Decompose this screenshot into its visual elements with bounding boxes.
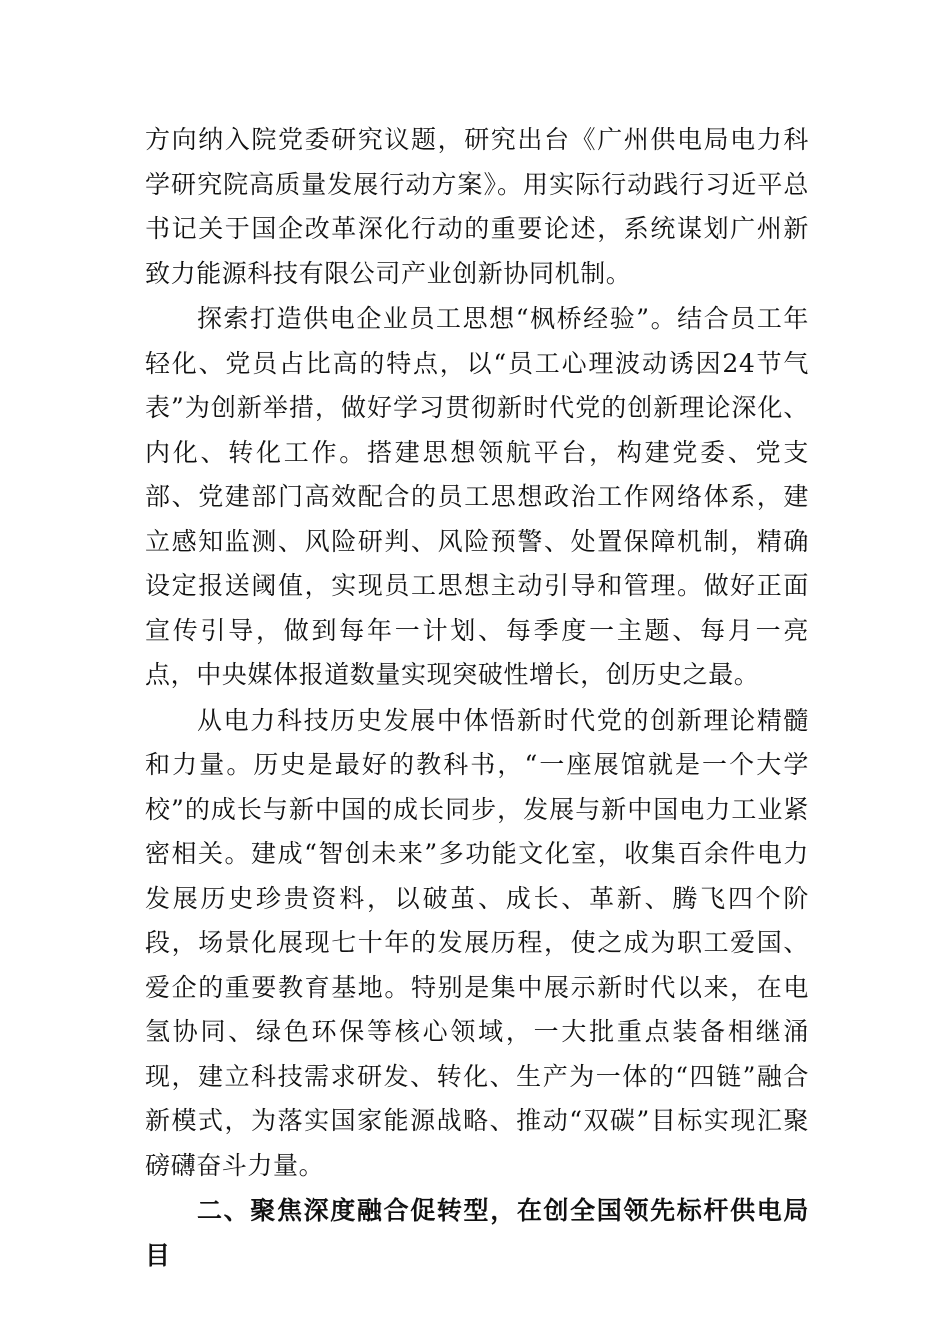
- section-heading: 二、聚焦深度融合促转型，在创全国领先标杆供电局目: [145, 1196, 809, 1270]
- paragraph-fengqiao-experience: 探索打造供电企业员工思想“枫桥经验”。结合员工年轻化、党员占比高的特点，以“员工心理波动诱因24节气表”为创新举措，做好学习贯彻新时代党的创新理论深化、内化、转化工作。搭建思想领航平台，构建党委、党支部、党建部门高效配合的员工思想政治工作网络体系，建立感知监测、风险研判、风险预警、处置保障机制，精确设定报送阈值，实现员工思想主动引导和管理。做好正面宣传引导，做到每年一计划、每季度一主题、每月一亮点，中央媒体报道数量实现突破性增长，创历史之最。: [145, 304, 809, 689]
- paragraph-power-tech-history: 从电力科技历史发展中体悟新时代党的创新理论精髓和力量。历史是最好的教科书，“一座展馆就是一个大学校”的成长与新中国的成长同步，发展与新中国电力工业紧密相关。建成“智创未来”多功能文化室，收集百余件电力发展历史珍贵资料，以破茧、成长、革新、腾飞四个阶段，场景化展现七十年的发展历程，使之成为职工爱国、爱企的重要教育基地。特别是集中展示新时代以来，在电氢协同、绿色环保等核心领域，一大批重点装备相继涌现，建立科技需求研发、转化、生产为一体的“四链”融合新模式，为落实国家能源战略、推动“双碳”目标实现汇聚磅礴奋斗力量。: [145, 705, 809, 1180]
- paragraph-continuation: 方向纳入院党委研究议题，研究出台《广州供电局电力科学研究院高质量发展行动方案》。用实际行动践行习近平总书记关于国企改革深化行动的重要论述，系统谋划广州新致力能源科技有限公司产业创新协同机制。: [145, 125, 809, 288]
- document-page: [145, 118, 809, 1278]
